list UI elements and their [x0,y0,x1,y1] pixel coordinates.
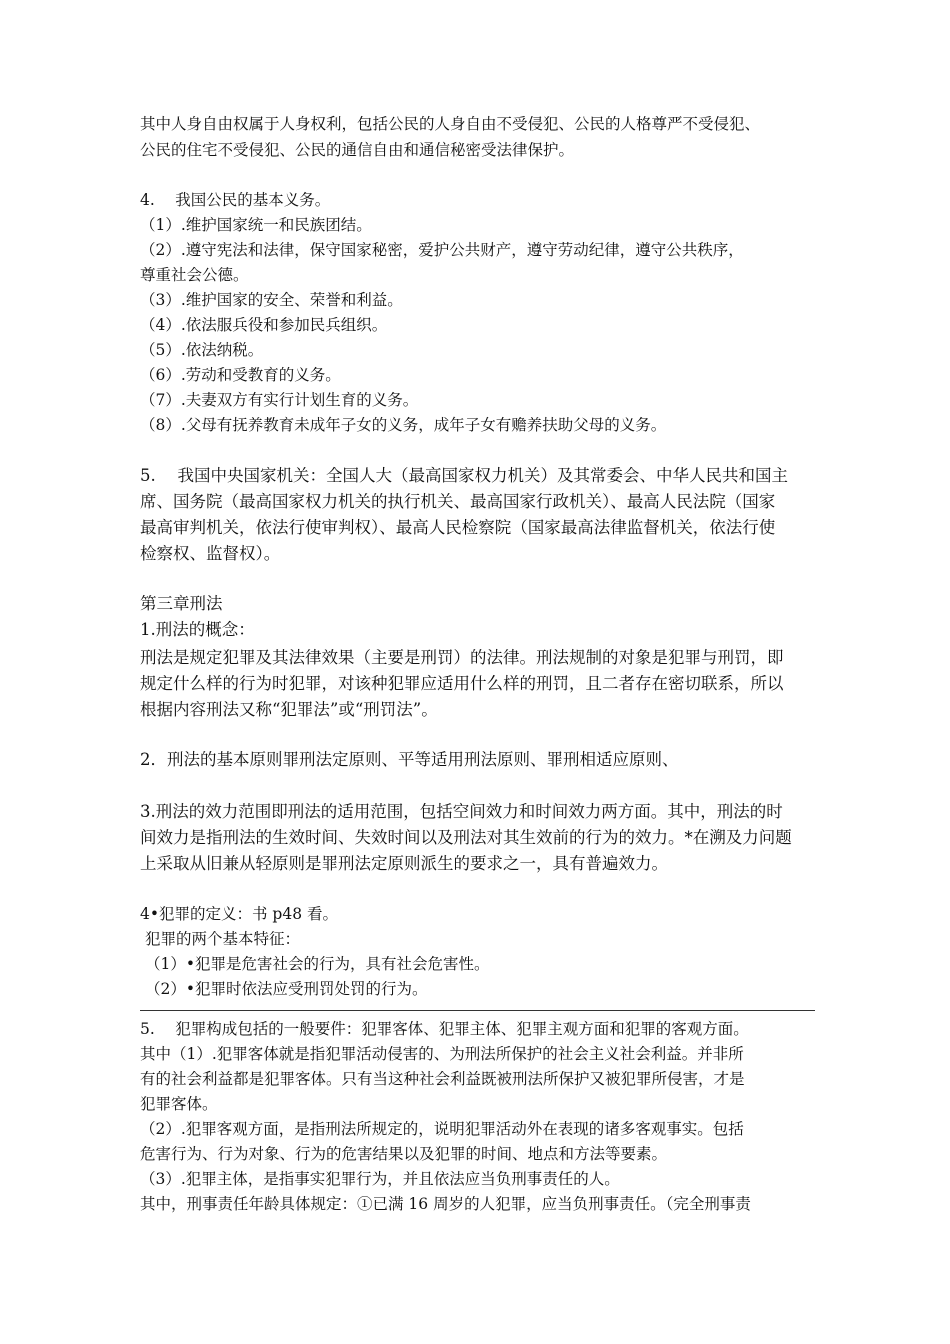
concept-line-2: 规定什么样的行为时犯罪，对该种犯罪应适用什么样的刑罚，且二者存在密切联系，所以 [140,674,784,693]
text-line-2: 公民的住宅不受侵犯、公民的通信自由和通信秘密受法律保护。 [140,141,575,159]
scope-line-3: 上采取从旧兼从轻原则是罪刑法定原则派生的要求之一，具有普遍效力。 [140,854,668,873]
constitution-line-5: （2）.犯罪客观方面，是指刑法所规定的，说明犯罪活动外在表现的诸多客观事实。包括 [140,1120,744,1138]
section-heading-4: 4. 我国公民的基本义务。 [140,191,331,209]
scope-line-2: 间效力是指刑法的生效时间、失效时间以及刑法对其生效前的行为的效力。*在溯及力问题 [140,828,792,847]
section-5-line-3: 最高审判机关，依法行使审判权）、最高人民检察院（国家最高法律监督机关，依法行使 [140,518,776,537]
list-item-3: （3）.维护国家的安全、荣誉和利益。 [140,291,403,309]
chapter-title: 第三章刑法 [140,594,223,613]
constitution-line-1: 5. 犯罪构成包括的一般要件：犯罪客体、犯罪主体、犯罪主观方面和犯罪的客观方面。 [140,1020,749,1038]
list-item-8: （8）.父母有抚养教育未成年子女的义务，成年子女有赡养扶助父母的义务。 [140,416,667,434]
section-5-line-4: 检察权、监督权）。 [140,544,281,563]
concept-line-1: 刑法是规定犯罪及其法律效果（主要是刑罚）的法律。刑法规制的对象是犯罪与刑罚，即 [140,648,784,667]
constitution-line-4: 犯罪客体。 [140,1095,218,1113]
concept-line-3: 根据内容刑法又称“犯罪法”或“刑罚法”。 [140,700,438,719]
crime-features-heading: 犯罪的两个基本特征： [145,930,301,948]
list-item-1: （1）.维护国家统一和民族团结。 [140,216,372,234]
crime-feature-2: （2）•犯罪时依法应受刑罚处罚的行为。 [145,980,428,998]
concept-heading: 1.刑法的概念： [140,620,255,639]
list-item-7: （7）.夫妻双方有实行计划生育的义务。 [140,391,419,409]
list-item-6: （6）.劳动和受教育的义务。 [140,366,341,384]
constitution-line-2: 其中（1）.犯罪客体就是指犯罪活动侵害的、为刑法所保护的社会主义社会利益。并非所 [140,1045,744,1063]
constitution-line-6: 危害行为、行为对象、行为的危害结果以及犯罪的时间、地点和方法等要素。 [140,1145,668,1163]
section-5-line-1: 5. 我国中央国家机关：全国人大（最高国家权力机关）及其常委会、中华人民共和国主 [140,466,788,485]
text-line-1: 其中人身自由权属于人身权利，包括公民的人身自由不受侵犯、公民的人格尊严不受侵犯、 [140,115,761,133]
constitution-line-8: 其中，刑事责任年龄具体规定：①已满 16 周岁的人犯罪，应当负刑事责任。（完全刑事责 [140,1195,751,1213]
list-item-4: （4）.依法服兵役和参加民兵组织。 [140,316,388,334]
list-item-2-cont: 尊重社会公德。 [140,266,249,284]
scope-line-1: 3.刑法的效力范围即刑法的适用范围，包括空间效力和时间效力两方面。其中，刑法的时 [140,802,783,821]
section-5-line-2: 席、国务院（最高国家权力机关的执行机关、最高国家行政机关）、最高人民法院（国家 [140,492,776,511]
constitution-line-3: 有的社会利益都是犯罪客体。只有当这种社会利益既被刑法所保护又被犯罪所侵害，才是 [140,1070,745,1088]
principles-line: 2．刑法的基本原则罪刑法定原则、平等适用刑法原则、罪刑相适应原则、 [140,750,679,769]
crime-feature-1: （1）•犯罪是危害社会的行为，具有社会危害性。 [145,955,490,973]
list-item-5: （5）.依法纳税。 [140,341,264,359]
crime-definition: 4•犯罪的定义：书 p48 看。 [140,905,339,923]
list-item-2: （2）.遵守宪法和法律，保守国家秘密，爱护公共财产，遵守劳动纪律，遵守公共秩序， [140,241,744,259]
constitution-line-7: （3）.犯罪主体，是指事实犯罪行为，并且依法应当负刑事责任的人。 [140,1170,620,1188]
horizontal-divider [140,1010,815,1011]
